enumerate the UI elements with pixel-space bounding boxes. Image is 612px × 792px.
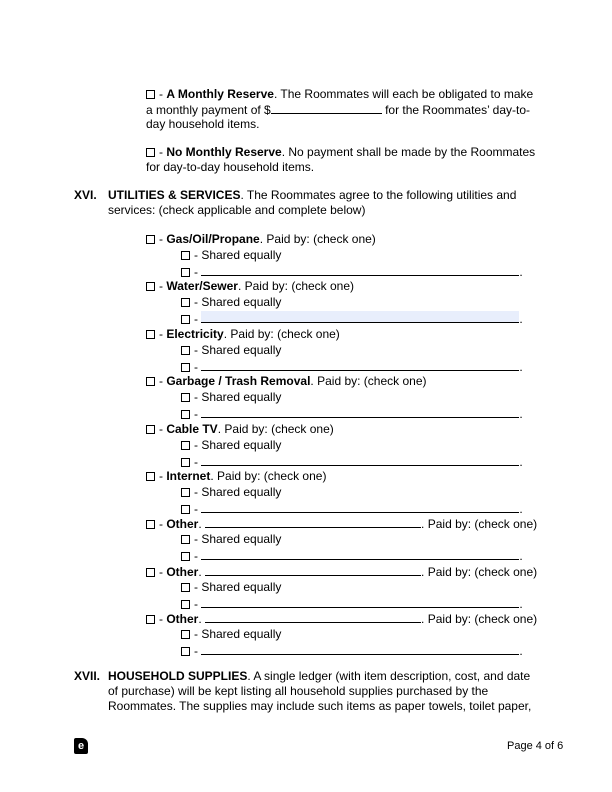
utility-name: Other <box>166 517 199 532</box>
other-utility-field[interactable] <box>205 611 421 623</box>
no-reserve-line2: for day-to-day household items. <box>146 160 315 174</box>
shared-equally-label: - Shared equally <box>194 532 282 547</box>
utility-row <box>146 516 537 532</box>
period: . <box>519 596 523 611</box>
payer-checkbox[interactable] <box>181 410 190 419</box>
period: . <box>519 407 523 422</box>
monthly-payment-amount-field[interactable] <box>271 102 382 114</box>
payer-name-field[interactable] <box>201 548 519 560</box>
period: . <box>519 502 523 516</box>
payer-row <box>181 454 523 470</box>
utility-checkbox[interactable] <box>146 568 155 577</box>
monthly-reserve-checkbox[interactable] <box>146 90 155 99</box>
shared-equally-row <box>181 627 281 642</box>
period: . <box>310 374 314 389</box>
shared-equally-row <box>181 438 281 453</box>
payer-name-field[interactable] <box>201 311 519 323</box>
shared-equally-checkbox[interactable] <box>181 441 190 450</box>
period: . <box>198 564 202 579</box>
monthly-reserve-line2 <box>146 102 530 118</box>
dash: - <box>194 596 198 611</box>
paid-by-label: Paid by: (check one) <box>266 232 376 246</box>
section-17-number: XVII. <box>74 669 101 683</box>
shared-equally-checkbox[interactable] <box>181 583 190 592</box>
period: . <box>198 517 202 532</box>
payer-checkbox[interactable] <box>181 363 190 372</box>
period: . <box>223 326 228 341</box>
payer-checkbox[interactable] <box>181 458 190 467</box>
payer-checkbox[interactable] <box>181 268 190 277</box>
payer-row <box>181 359 523 375</box>
payer-name-field[interactable] <box>201 406 519 418</box>
paid-by-label: Paid by: (check one) <box>317 374 427 389</box>
period: . <box>519 265 523 279</box>
utility-checkbox[interactable] <box>146 282 155 291</box>
section-17-line3: Roommates. The supplies may include such items as paper towels, toilet paper, <box>108 699 532 713</box>
payer-name-field[interactable] <box>201 643 519 655</box>
shared-equally-row <box>181 532 281 547</box>
utility-checkbox[interactable] <box>146 235 155 244</box>
no-reserve-line1: - No Monthly Reserve. No payment shall be made by the Roommates <box>146 145 535 160</box>
shared-equally-label: - Shared equally <box>194 485 282 499</box>
shared-equally-row <box>181 390 281 405</box>
page-number: Page 4 of 6 <box>507 740 564 752</box>
utility-checkbox[interactable] <box>146 330 155 339</box>
dash: - <box>194 312 198 327</box>
dash: - <box>159 421 163 436</box>
other-utility-field[interactable] <box>205 564 421 576</box>
payer-checkbox[interactable] <box>181 647 190 656</box>
utility-row <box>146 611 537 627</box>
payer-checkbox[interactable] <box>181 552 190 561</box>
shared-equally-checkbox[interactable] <box>181 298 190 307</box>
shared-equally-checkbox[interactable] <box>181 630 190 639</box>
period: . <box>198 612 202 627</box>
shared-equally-row <box>181 343 281 358</box>
paid-by-label: Paid by: (check one) <box>224 421 334 436</box>
payer-row <box>181 501 523 517</box>
utility-name: Internet <box>166 469 211 483</box>
dash: - <box>194 359 198 374</box>
utility-name: Cable TV <box>166 421 218 436</box>
payer-row <box>181 596 523 612</box>
utility-checkbox[interactable] <box>146 615 155 624</box>
dash: - <box>159 279 163 294</box>
shared-equally-checkbox[interactable] <box>181 393 190 402</box>
payer-name-field[interactable] <box>201 501 519 513</box>
shared-equally-label: - Shared equally <box>194 390 282 405</box>
utility-row <box>146 422 334 437</box>
payer-checkbox[interactable] <box>181 505 190 514</box>
period: . <box>421 612 425 627</box>
dash: - <box>159 326 163 341</box>
no-reserve-label: No Monthly Reserve <box>166 145 282 159</box>
period: . <box>519 454 523 469</box>
utility-checkbox[interactable] <box>146 425 155 434</box>
payer-row <box>181 406 523 422</box>
utility-name: Gas/Oil/Propane <box>166 232 260 246</box>
utility-name: Water/Sewer <box>166 279 238 294</box>
utility-row <box>146 469 326 484</box>
monthly-reserve-label: A Monthly Reserve <box>166 87 274 101</box>
utility-name: Garbage / Trash Removal <box>166 374 311 389</box>
shared-equally-row <box>181 295 281 310</box>
period: . <box>421 564 425 579</box>
monthly-reserve-line3: day household items. <box>146 117 260 131</box>
paid-by-label: Paid by: (check one) <box>427 612 538 627</box>
dash: - <box>194 644 198 659</box>
period: . <box>210 469 214 483</box>
period: . <box>217 421 222 436</box>
dash: - <box>194 549 198 564</box>
period: . <box>421 517 425 532</box>
section-17-line1 <box>108 669 530 684</box>
shared-equally-label: - Shared equally <box>194 342 282 357</box>
shared-equally-label: - Shared equally <box>194 295 282 310</box>
dash: - <box>159 232 163 246</box>
payer-checkbox[interactable] <box>181 315 190 324</box>
section-17-line2: of purchase) will be kept listing all household supplies purchased by the <box>108 684 489 698</box>
shared-equally-row <box>181 580 281 595</box>
payer-name-field[interactable] <box>201 264 519 276</box>
payer-name-field[interactable] <box>201 454 519 466</box>
section-16-line1 <box>108 188 516 203</box>
paid-by-label: Paid by: (check one) <box>427 564 538 579</box>
dash: - <box>194 454 198 469</box>
section-17-title: HOUSEHOLD SUPPLIES <box>108 669 248 683</box>
period: . <box>519 644 523 659</box>
shared-equally-checkbox[interactable] <box>181 251 190 260</box>
dash: - <box>159 612 163 627</box>
dash: - <box>159 564 163 579</box>
utility-row <box>146 232 376 247</box>
other-utility-field[interactable] <box>205 516 421 528</box>
utility-row <box>146 564 537 580</box>
shared-equally-checkbox[interactable] <box>181 346 190 355</box>
monthly-reserve-text: . The Roommates will each be obligated to make <box>273 87 534 101</box>
utility-checkbox[interactable] <box>146 377 155 386</box>
payer-row <box>181 548 523 564</box>
payer-row <box>181 643 523 659</box>
no-reserve-text: . No payment shall be made by the Roommates <box>281 145 536 159</box>
shared-equally-label: - Shared equally <box>194 248 282 262</box>
section-17-intro: . A single ledger (with item description, cost, and date <box>247 669 531 683</box>
brand-logo-icon <box>74 738 88 754</box>
section-16-line2: services: (check applicable and complete below) <box>108 203 366 217</box>
payer-checkbox[interactable] <box>181 600 190 609</box>
brand-logo-letter: e <box>77 740 85 752</box>
dash: - <box>159 374 163 389</box>
shared-equally-row <box>181 248 281 263</box>
dash: - <box>194 407 198 422</box>
utility-checkbox[interactable] <box>146 520 155 529</box>
payer-row <box>181 264 523 280</box>
paid-by-label: Paid by: (check one) <box>427 517 538 532</box>
dash: - <box>194 502 198 516</box>
period: . <box>519 312 523 327</box>
paid-by-label: Paid by: (check one) <box>230 326 340 341</box>
shared-equally-label: - Shared equally <box>194 437 282 452</box>
monthly-reserve-line1: - A Monthly Reserve. The Roommates will each be obligated to make <box>146 87 533 102</box>
no-reserve-checkbox[interactable] <box>146 148 155 157</box>
section-16-intro: . The Roommates agree to the following utilities and <box>240 188 517 202</box>
payer-row <box>181 311 523 327</box>
period: . <box>519 359 523 374</box>
paid-by-label: Paid by: (check one) <box>217 469 327 483</box>
dash: - <box>194 265 198 279</box>
shared-equally-label: - Shared equally <box>194 579 282 594</box>
paid-by-label: Paid by: (check one) <box>244 279 355 294</box>
section-16-title: UTILITIES & SERVICES <box>108 188 241 202</box>
payer-name-field[interactable] <box>201 596 519 608</box>
shared-equally-checkbox[interactable] <box>181 488 190 497</box>
monthly-payment-text: a monthly payment of $ <box>146 103 271 117</box>
utility-row <box>146 327 340 342</box>
dash: - <box>159 469 163 483</box>
period: . <box>259 232 264 246</box>
shared-equally-label: - Shared equally <box>194 627 282 642</box>
monthly-payment-text-after: for the Roommates’ day-to- <box>381 103 531 117</box>
dash: - <box>159 517 163 532</box>
utility-checkbox[interactable] <box>146 472 155 481</box>
utility-name: Other <box>166 612 199 627</box>
payer-name-field[interactable] <box>201 359 519 371</box>
utility-row <box>146 374 426 389</box>
shared-equally-checkbox[interactable] <box>181 535 190 544</box>
period: . <box>237 279 242 294</box>
period: . <box>519 549 523 564</box>
section-16-number: XVI. <box>74 188 97 202</box>
utility-row <box>146 279 354 294</box>
utility-name: Other <box>166 564 199 579</box>
shared-equally-row <box>181 485 281 500</box>
utility-name: Electricity <box>166 326 224 341</box>
